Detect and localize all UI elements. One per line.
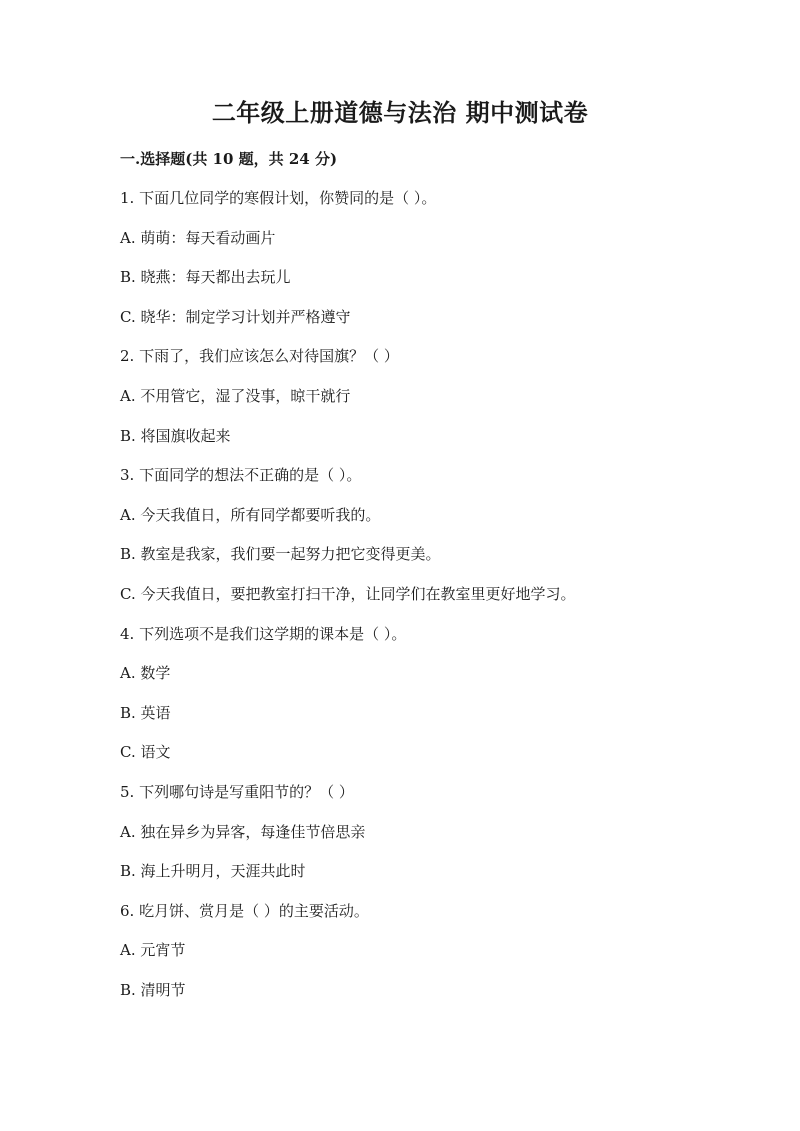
question-4-stem: 4. 下列选项不是我们这学期的课本是（ ）。 [120, 624, 407, 643]
exam-title: 二年级上册道德与法治 期中测试卷 [211, 98, 589, 127]
question-5-stem: 5. 下列哪句诗是写重阳节的？（ ） [120, 782, 354, 801]
question-4-option-a[interactable]: A. 数学 [120, 664, 171, 683]
question-1-option-b[interactable]: B. 晓燕：每天都出去玩儿 [120, 268, 291, 287]
question-1-stem: 1. 下面几位同学的寒假计划，你赞同的是（ ）。 [120, 189, 437, 207]
question-5-option-a[interactable]: A. 独在异乡为异客，每逢佳节倍思亲 [120, 822, 366, 841]
question-6-stem: 6. 吃月饼、赏月是（ ）的主要活动。 [120, 901, 369, 920]
question-6-option-b[interactable]: B. 清明节 [120, 980, 186, 999]
section-heading: 一.选择题(共 10 题，共 24 分) [120, 150, 338, 168]
question-4-option-c[interactable]: C. 语文 [120, 743, 171, 762]
question-2-option-a[interactable]: A. 不用管它，湿了没事，晾干就行 [120, 386, 351, 405]
question-1-option-c[interactable]: C. 晓华：制定学习计划并严格遵守 [120, 307, 351, 326]
question-3-option-a[interactable]: A. 今天我值日，所有同学都要听我的。 [120, 505, 381, 524]
question-4-option-b[interactable]: B. 英语 [120, 703, 171, 722]
question-3-option-c[interactable]: C. 今天我值日，要把教室打扫干净，让同学们在教室里更好地学习。 [120, 584, 576, 603]
question-5-option-b[interactable]: B. 海上升明月，天涯共此时 [120, 862, 306, 881]
question-2-stem: 2. 下雨了，我们应该怎么对待国旗？（ ） [120, 347, 399, 366]
question-list [120, 186, 760, 1017]
question-2-option-b[interactable]: B. 将国旗收起来 [120, 426, 231, 445]
question-1-option-a[interactable]: A. 萌萌：每天看动画片 [120, 228, 276, 247]
question-3-stem: 3. 下面同学的想法不正确的是（ ）。 [120, 466, 362, 485]
question-6-option-a[interactable]: A. 元宵节 [120, 941, 186, 960]
question-3-option-b[interactable]: B. 教室是我家，我们要一起努力把它变得更美。 [120, 545, 441, 564]
